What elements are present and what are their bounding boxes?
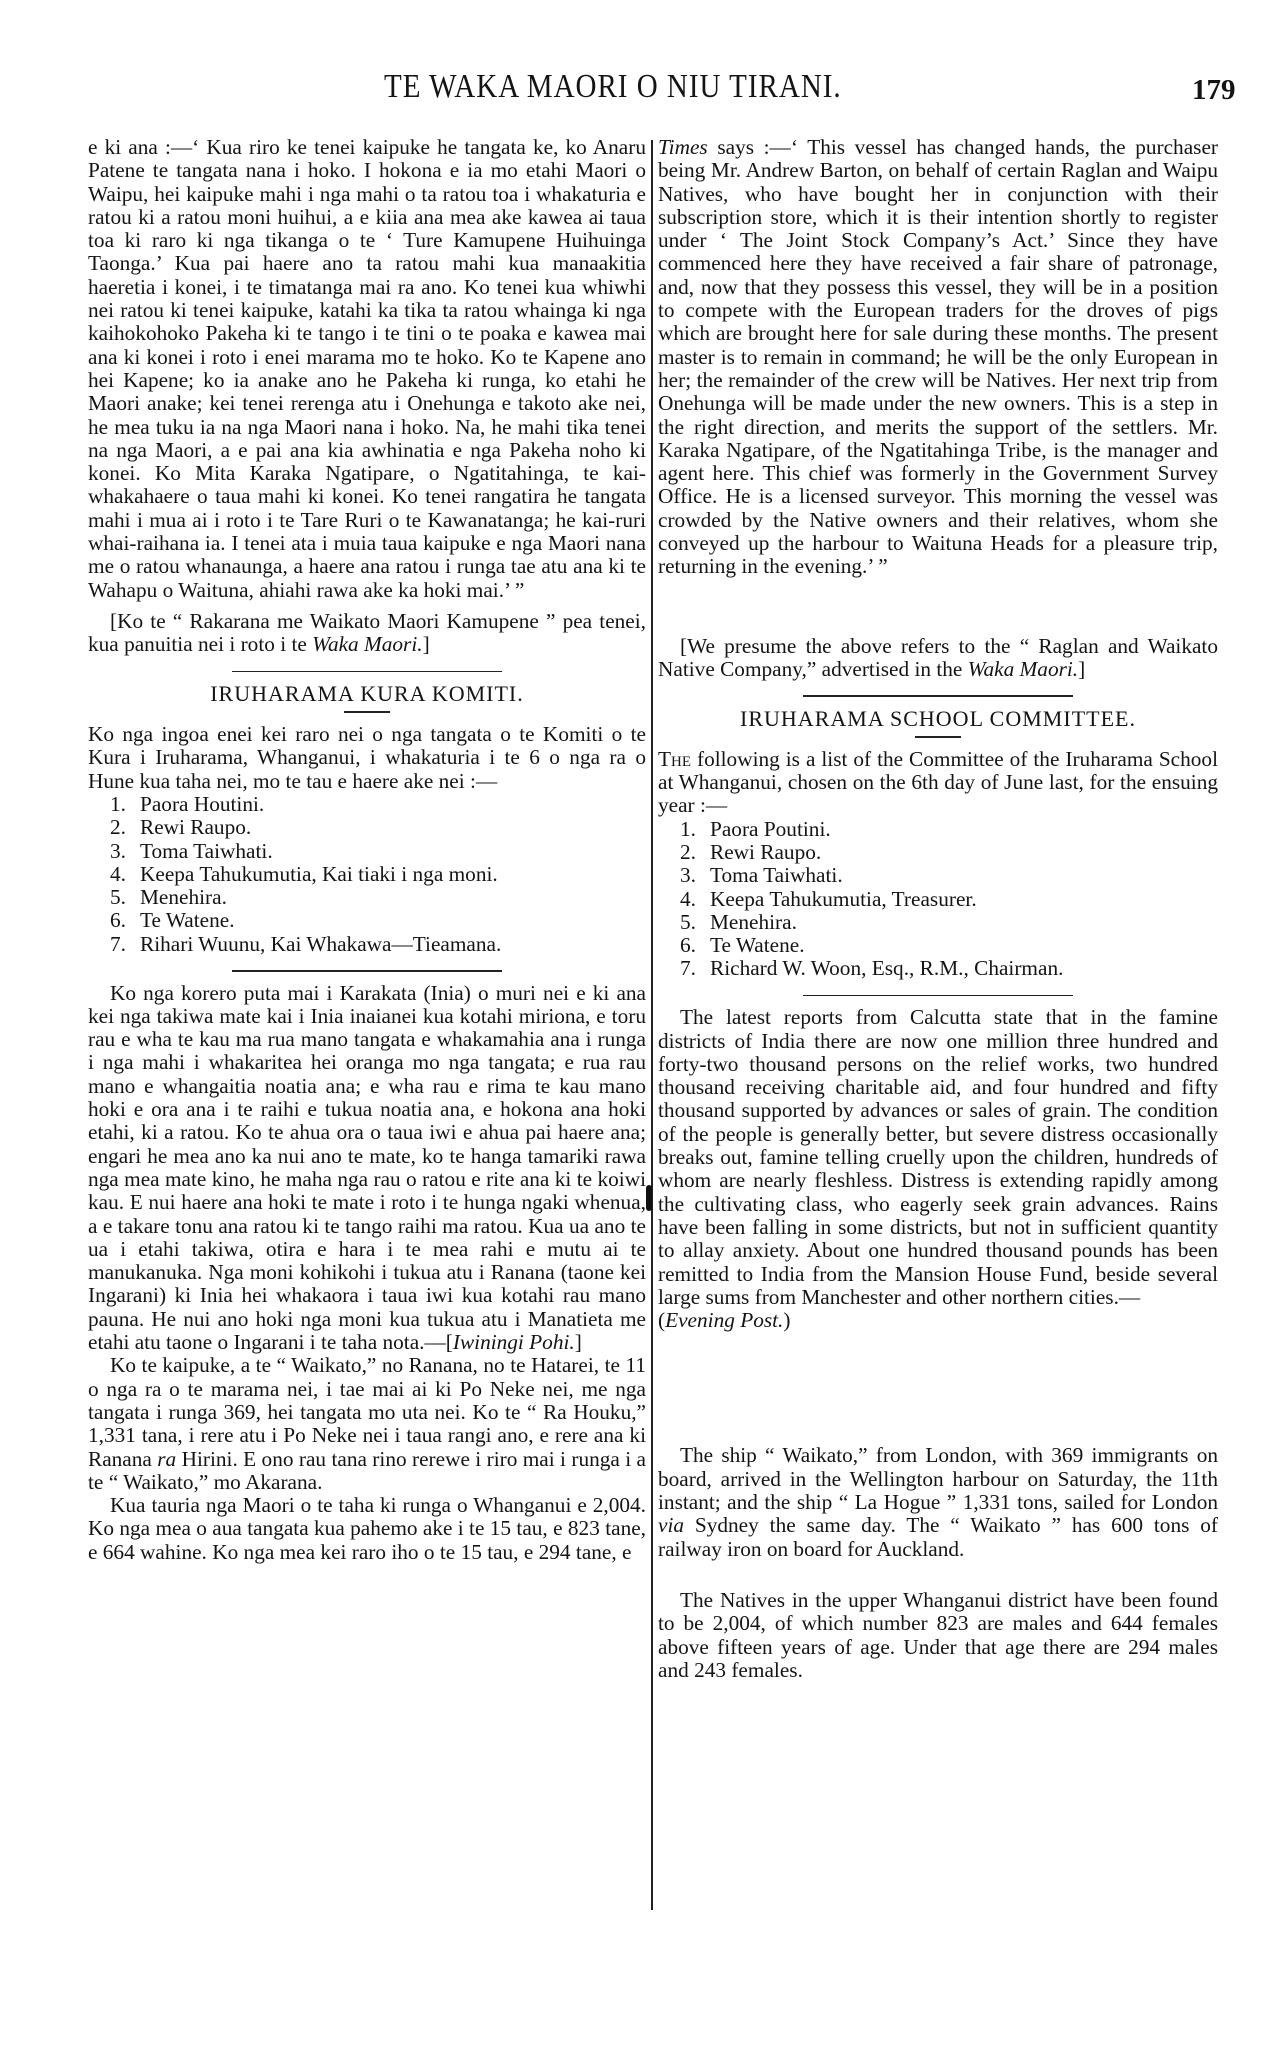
member-name: Rewi Raupo.	[710, 839, 822, 864]
source-bracket: (	[658, 1308, 666, 1333]
member-name: Richard W. Woon, Esq., R.M., Chairman.	[710, 956, 1064, 981]
committee-member	[88, 886, 646, 909]
committee-member	[88, 933, 646, 956]
committee-member	[658, 911, 1218, 934]
section-rule	[232, 970, 502, 972]
ship-sale-article-english	[658, 136, 1218, 579]
intro-smallcaps: The	[658, 746, 692, 771]
times-text: says :—‘ This vessel has changed hands, the purchaser being Mr. Andrew Barton, on behalf of certain Raglan and Waipu Natives, who have bought her in conjunction with their subscription store, which it is their intention shortly to register under ‘ The Joint Stock Company’s Act.’ Since they have commenced here they have received a fair share of patronage, and, now that they possess this vessel, they will be in a position to compete with the European traders for the droves of pigs which are brought here for sale during these months. The present master is to remain in command; he will be the only European in her; the remainder of the crew will be Natives. Her next trip from Onehunga will be made under the new owners. This is a step in the right direction, and merits the support of the settlers. Mr. Karaka Ngatipare, of the Ngatitahinga Tribe, is the manager and agent here. This chief was formerly in the Government Survey Office. He is a licensed surveyor. This morning the vessel was crowded by the Native owners and their relatives, whom she conveyed up the harbour to Waituna Heads for a pleasure trip, returning in the evening.’ ”	[658, 135, 1218, 579]
committee-member	[88, 863, 646, 886]
intro-text: following is a list of the Committee of the Iruharama School at Whanganui, chosen on the 6th day of June last, for the ensuing year :—	[658, 746, 1218, 818]
editor-note-suffix: ]	[422, 632, 430, 657]
ship-text-italic: ra	[157, 1446, 177, 1471]
member-name: Toma Taiwhati.	[710, 863, 843, 888]
committee-intro-maori: Ko nga ingoa enei kei raro nei o nga tangata o te Komiti o te Kura i Iruharama, Whanganui, i whakaturia i te 6 o nga ra o Hune kua taha nei, mo te tau e haere ake nei :—	[88, 722, 646, 793]
editor-note-maori	[88, 610, 646, 657]
editor-note-text: [Ko te “ Rakarana me Waikato Maori Kamupene ” pea tenei, kua panuitia nei i roto i te	[88, 608, 646, 657]
committee-member	[88, 816, 646, 839]
famine-article-english	[658, 1006, 1218, 1309]
heading-rule	[915, 736, 961, 738]
editor-note-italic: Waka Maori.	[967, 656, 1079, 681]
famine-source: Evening Post.	[665, 1308, 784, 1333]
member-name: Rihari Wuunu, Kai Whakawa—Tieamana.	[140, 931, 502, 956]
famine-text: Ko nga korero puta mai i Karakata (Inia) o muri nei e ki ana kei nga takiwa mate kai i Inia inaianei kua kotahi miriona, e toru rau e wha te kau ma rua mano tangata e whakamahia ana i runga i nga mahi i whakaritea hei oranga mo nga tangata; e rua rau mano e whangaitia noatia ana; e wha rau e rima te kau mano hoki e ora ana i te raihi e tukua noatia ana, e hokona ana hoki etahi, ki a ratou. Ko te ahua ora o taua iwi e ahua pai haere ana; engari he mea ano ka nui ano te mate, ko te hanga tamariki rawa nga mea mate kino, he maha nga rau o ratou e rite ana ki te koiwi kau. E nui haere ana hoki te mate i roto i te hunga ngaki whenua, a e takare tonu ana ratou ki te tango raihi ma ratou. Kua ua ano te ua i etahi takiwa, otira e hara i te mea rahi e mutu ai te manukanuka. Nga moni kohikohi i tukua atu i Ranana (taone kei Ingarani) ki Inia hei whakaora i taua iwi kua kotahi rau mano pauna. He nui ano hoki nga moni kua tukua atu i Manatieta me etahi atu taone o Ingarani i te taha nota.—	[88, 980, 646, 1355]
committee-list-maori	[88, 793, 646, 956]
member-number: 2.	[110, 815, 126, 840]
ship-sale-article-maori: e ki ana :—‘ Kua riro ke tenei kaipuke he tangata ke, ko Anaru Patene te tangata nana i hoko. I hokona e ia mo etahi Maori o Waipu, hei kaipuke mahi i nga mahi o ta ratou toa i whakaturia e ratou ki a ratou moni huihui, a e kiia ana mea ake kawea ai taua toa ki raro ki nga tikanga o te ‘ Ture Kamupene Huihuinga Taonga.’ Kua pai haere ano ta ratou mahi kua manaakitia haeretia i konei, i te timatanga mai ra ano. Ko tenei kua whiwhi nei ratou ki tenei kaipuke, katahi ka tika ta ratou whainga ki nga kaihokohoko Pakeha ki te tango i te tini o te poaka e kawea mai ana ki konei i roto i enei marama mo te hoko. Ko te Kapene ano hei Kapene; ko ia anake ano he Pakeha ki runga, ko etahi he Maori anake; kei tenei rerenga atu i Onehunga e takoto ake nei, he mea tuku ia na nga Maori nana i hoko. Na, he mahi tika tenei na nga Maori, a e pai ana kia awhinatia e nga Pakeha noho ki konei. Ko Mita Karaka Ngatipare, o Ngatitahinga, te kai-whakahaere o taua mahi ki konei. Ko tenei rangatira he tangata mahi i mua ai i roto i te Tare Ruri o te Kawanatanga; he kai-ruri whai-raihana ia. I tenei ata i muia taua kaipuke e nga Maori nana me o ratou whanaunga, a haere ana ratou i runga tae atu ana ki te Wahapu o Waituna, ahiahi rawa ake ka hoki mai.’ ”	[88, 135, 646, 602]
famine-source: Iwiningi Pohi.	[452, 1330, 575, 1355]
ship-text-italic: via	[658, 1513, 685, 1538]
section-rule	[803, 695, 1073, 697]
ship-arrival-article-english	[658, 1444, 1218, 1560]
famine-text: The latest reports from Calcutta state that in the famine districts of India there are now one million three hundred and forty-two thousand persons on the relief works, two hundred thousand receiving charitable aid, and four hundred and fifty thousand supported by advances or sales of grain. The condition of the people is generally better, but severe distress occasionally breaks out, famine telling cruelly upon the children, hundreds of whom are nearly fleshless. Distress is extending rapidly among the cultivating class, who eagerly seek grain advances. Rains have been falling in some districts, but not in sufficient quantity to allay anxiety. About one hundred thousand pounds has been remitted to India from the Mansion House Fund, beside several large sums from Manchester and other northern cities.—	[658, 1005, 1218, 1309]
committee-member	[658, 957, 1218, 980]
member-number: 5.	[110, 885, 126, 910]
member-number: 3.	[680, 863, 696, 888]
publication-title: TE WAKA MAORI O NIU TIRANI.	[384, 68, 842, 105]
blank-space	[658, 1332, 1218, 1444]
committee-member	[658, 818, 1218, 841]
ship-text: Sydney the same day. The “ Waikato ” has 600 tons of railway iron on board for Auckland.	[658, 1513, 1218, 1561]
member-number: 3.	[110, 838, 126, 863]
committee-member	[658, 864, 1218, 887]
section-rule	[232, 671, 502, 673]
member-name: Keepa Tahukumutia, Kai tiaki i nga moni.	[140, 861, 498, 886]
census-article-english: The Natives in the upper Whanganui district have been found to be 2,004, of which number 823 are males and 644 females above fifteen years of age. Under that age there are 294 males and 243 females.	[658, 1587, 1218, 1682]
source-bracket: )	[783, 1308, 791, 1333]
running-head	[0, 68, 1280, 108]
left-column-maori	[88, 136, 646, 1564]
member-name: Paora Poutini.	[710, 816, 831, 841]
committee-member	[88, 909, 646, 932]
member-number: 7.	[680, 956, 696, 981]
heading-rule	[344, 711, 390, 713]
member-name: Toma Taiwhati.	[140, 838, 273, 863]
ship-arrival-article-maori	[88, 1354, 646, 1494]
member-name: Rewi Raupo.	[140, 815, 252, 840]
committee-heading-maori: IRUHARAMA KURA KOMITI.	[210, 681, 524, 707]
editor-note-suffix: ]	[1078, 656, 1086, 681]
editor-note-english	[658, 635, 1218, 682]
member-number: 1.	[680, 816, 696, 841]
editor-note-italic: Waka Maori.	[312, 632, 423, 657]
member-number: 4.	[110, 861, 126, 886]
column-divider	[651, 140, 653, 1910]
member-number: 7.	[110, 931, 126, 956]
committee-member	[88, 840, 646, 863]
member-name: Te Watene.	[140, 908, 235, 933]
right-column-english	[658, 136, 1218, 1682]
census-article-maori: Kua tauria nga Maori o te taha ki runga o Whanganui e 2,004. Ko nga mea o aua tangata kua pahemo ake i te 15 tau, e 823 tane, e 664 wahine. Ko nga mea kei raro iho o te 15 tau, e 294 tane, e	[88, 1493, 646, 1564]
member-number: 1.	[110, 791, 126, 816]
ship-text: The ship “ Waikato,” from London, with 369 immigrants on board, arrived in the Wellington harbour on Saturday, the 11th instant; and the ship “ La Hogue ” 1,331 tons, sailed for London	[658, 1443, 1218, 1515]
member-name: Te Watene.	[710, 933, 805, 958]
ship-text: Hirini. E ono rau tana rino rerewe i riro mai i runga i a te “ Waikato,” mo Akarana.	[88, 1446, 646, 1494]
member-number: 5.	[680, 909, 696, 934]
committee-intro-english	[658, 748, 1218, 818]
blank-space	[658, 1561, 1218, 1589]
ship-text: Ko te kaipuke, a te “ Waikato,” no Ranana, no te Hatarei, te 11 o nga ra o te marama nei, i tae mai ai ki Po Neke nei, me nga tangata i runga 369, hei tangata mo uta nei. Ko te “ Ra Houku,” 1,331 tana, i rere atu i Po Neke nei i taua rangi ano, e rere ana ki Ranana	[88, 1353, 646, 1471]
section-rule	[803, 995, 1073, 997]
member-name: Menehira.	[710, 909, 797, 934]
member-number: 6.	[680, 933, 696, 958]
committee-list-english	[658, 818, 1218, 981]
member-number: 4.	[680, 886, 696, 911]
source-bracket: [	[445, 1330, 453, 1355]
committee-heading-english: IRUHARAMA SCHOOL COMMITTEE.	[740, 705, 1136, 731]
committee-member	[88, 793, 646, 816]
page-number: 179	[1192, 74, 1236, 106]
member-number: 6.	[110, 908, 126, 933]
famine-article-maori	[88, 982, 646, 1355]
member-name: Menehira.	[140, 885, 227, 910]
source-bracket: ]	[574, 1330, 582, 1355]
member-name: Keepa Tahukumutia, Treasurer.	[710, 886, 977, 911]
committee-member	[658, 841, 1218, 864]
times-label: Times	[658, 135, 708, 159]
ink-blot	[646, 1185, 652, 1211]
famine-source-line	[658, 1309, 1218, 1332]
committee-member	[658, 888, 1218, 911]
editor-note-text: [We presume the above refers to the “ Raglan and Waikato Native Company,” advertised in the	[658, 633, 1218, 681]
member-number: 2.	[680, 839, 696, 864]
committee-member	[658, 934, 1218, 957]
member-name: Paora Houtini.	[140, 791, 265, 816]
